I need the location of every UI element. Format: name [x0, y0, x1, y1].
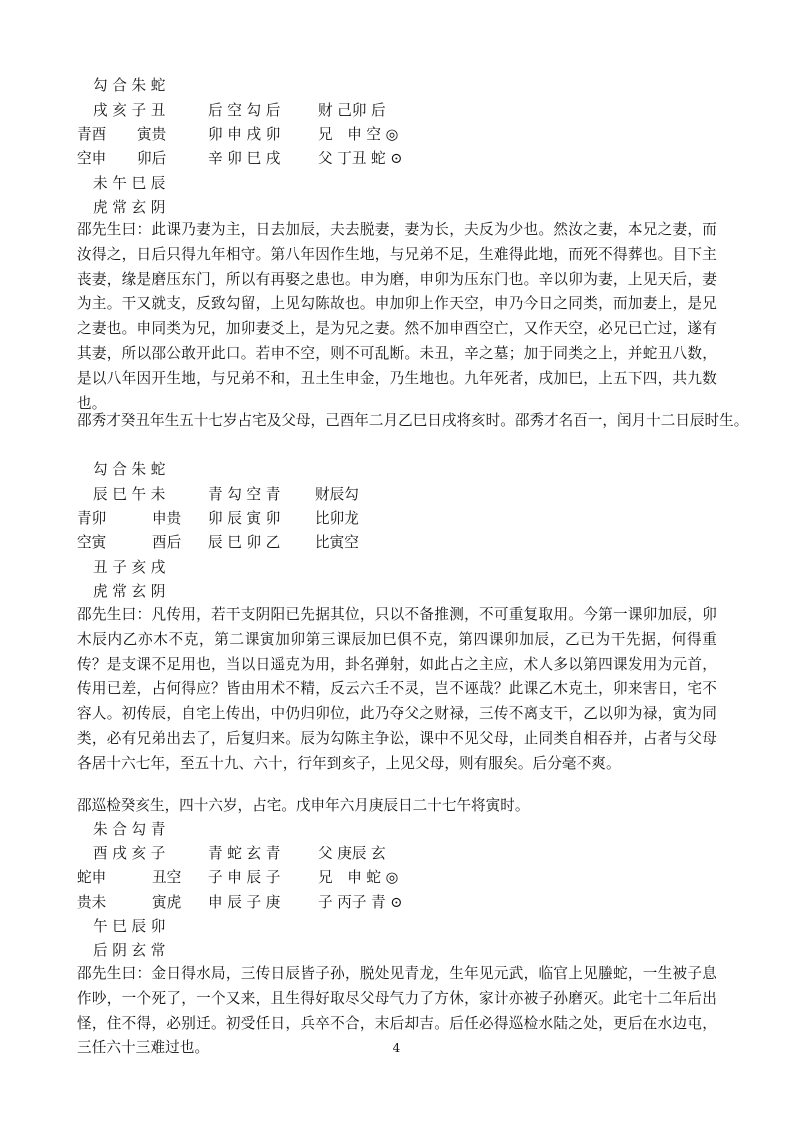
- case3-row3-lessons: 申 辰 子 庚: [208, 894, 281, 911]
- case1-row2-mid: 寅贵: [137, 126, 167, 143]
- case3-row2-lessons: 子 申 辰 子: [208, 869, 281, 886]
- page-number: 4: [392, 1041, 401, 1055]
- case1-row1-branches: 戌 亥 子 丑: [93, 102, 166, 119]
- case1-commentary: 邵先生曰：此课乃妻为主，日去加辰，夫去脱妻，妻为长，夫反为少也。然汝之妻，本兄之妻，而汝得之，日后只得九年相守。第八年因作生地，与兄弟不足，生难得此地，而死不得葬也。目下主丧妻，缘是磨压东门，所以有再娶之患也。申为磨，申卯为压东门也。辛以卯为妻，上见天后，妻为主。干又就支，反致勾留，上见勾陈故也。申加卯上作天空，申乃今日之同类，而加妻上，是兄之妻也。申同类为兄，加卯妻爻上，是为兄之妻。然不加申酉空亡，又作天空，必兄已亡过，遂有其妻，所以邵公敢开此口。若申不空，则不可乱断。未丑，辛之墓；加于同类之上，并蛇丑八数，是以八年因开生地，与兄弟不和，丑土生申金，乃生地也。九年死者，戌加巳，上五下四，共九数也。: [77, 221, 717, 412]
- case3-row3-left: 贵未: [77, 894, 107, 911]
- case2-row2-mid: 申贵: [152, 510, 182, 527]
- case1-row2-left: 青酉: [77, 126, 107, 143]
- case2-header: 邵秀才癸丑年生五十七岁占宅及父母，己酉年二月乙巳日戌将亥时。邵秀才名百一，闰月十二日辰时生。: [77, 412, 749, 429]
- case3-row3-transmission: 子 丙子 青 ⊙: [318, 894, 403, 911]
- case3-row1-transmission: 父 庚辰 玄: [318, 845, 386, 862]
- case2-commentary: 邵先生曰：凡传用，若干支阴阳已先据其位，只以不备推测，不可重复取用。今第一课卯加辰，卯木辰内乙亦木不克，第二课寅加卯第三课辰加巳俱不克，第四课卯加辰，乙已为干先据，何得重传？是支课不足用也，当以日遥克为用，卦名弹射，如此占之主应，术人多以第四课发用为元首，传用已差，占何得应？皆由用术不精，反云六壬不灵，岂不诬哉？此课乙木克土，卯来害日，宅不容人。初传辰，自宅上传出，中仍归卯位，此乃夺父之财禄，三传不离支干，乙以卯为禄，寅为同类，必有兄弟出去了，后复归来。辰为勾陈主争讼，课中不见父母，止同类自相吞并，占者与父母各居十六七年，至五十九、六十，行年到亥子，上见父母，则有服矣。后分毫不爽。: [77, 606, 717, 772]
- case2-row2-left: 青卯: [77, 510, 107, 527]
- case3-row2-left: 蛇申: [77, 869, 107, 886]
- case1-general-line: 虎 常 玄 阴: [93, 199, 166, 216]
- case3-header: 邵巡检癸亥生，四十六岁，占宅。戊申年六月庚辰日二十七午将寅时。: [77, 797, 530, 814]
- case2-row3-mid: 酉后: [152, 534, 182, 551]
- case1-row1-transmission: 财 己卯 后: [318, 102, 386, 119]
- case2-row3-left: 空寅: [77, 534, 107, 551]
- case2-row3-lessons: 辰 巳 卯 乙: [208, 534, 281, 551]
- case1-row3-left: 空申: [77, 150, 107, 167]
- case1-row3-transmission: 父 丁丑 蛇 ⊙: [318, 150, 403, 167]
- case2-top-line: 勾 合 朱 蛇: [93, 461, 166, 478]
- case2-row2-lessons: 卯 辰 寅 卯: [208, 510, 281, 527]
- case3-row2-transmission: 兄 申 蛇 ◎: [318, 869, 399, 886]
- case3-top-line: 朱 合 勾 青: [93, 821, 166, 838]
- case3-commentary: 邵先生曰：金日得水局，三传日辰皆子孙，脱处见青龙，生年见元武，临官上见螣蛇，一生被子息作吵，一个死了，一个又来，且生得好取尽父母气力了方休，家计亦被子孙磨灭。此宅十二年后出怪，住不得，必别迁。初受任日，兵卒不合，末后却吉。后任必得巡检水陆之处，更后在水边屯，三任六十三难过也。: [77, 965, 717, 1057]
- case2-row1-branches: 辰 巳 午 未: [93, 486, 166, 503]
- case2-general-line: 虎 常 玄 阴: [93, 583, 166, 600]
- case2-branch-line: 丑 子 亥 戌: [93, 559, 166, 576]
- case2-row2-transmission: 比卯龙: [315, 510, 359, 527]
- case3-row1-generals: 青 蛇 玄 青: [208, 845, 281, 862]
- case2-row3-transmission: 比寅空: [315, 534, 359, 551]
- case1-row2-lessons: 卯 申 戌 卯: [208, 126, 281, 143]
- case1-row3-mid: 卯后: [137, 150, 167, 167]
- case2-row1-transmission: 财辰勾: [315, 486, 359, 503]
- case3-row1-branches: 酉 戌 亥 子: [93, 845, 166, 862]
- case3-general-line: 后 阴 玄 常: [93, 942, 166, 959]
- case1-branch-line: 未 午 巳 辰: [93, 175, 166, 192]
- case1-top-line: 勾 合 朱 蛇: [93, 77, 166, 94]
- case1-row2-transmission: 兄 申 空 ◎: [318, 126, 399, 143]
- case1-row3-lessons: 辛 卯 巳 戌: [208, 150, 281, 167]
- case3-row2-mid: 丑空: [152, 869, 182, 886]
- case1-row1-generals: 后 空 勾 后: [208, 102, 281, 119]
- case3-branch-line: 午 巳 辰 卯: [93, 918, 166, 935]
- case2-row1-generals: 青 勾 空 青: [208, 486, 281, 503]
- case3-row3-mid: 寅虎: [152, 894, 182, 911]
